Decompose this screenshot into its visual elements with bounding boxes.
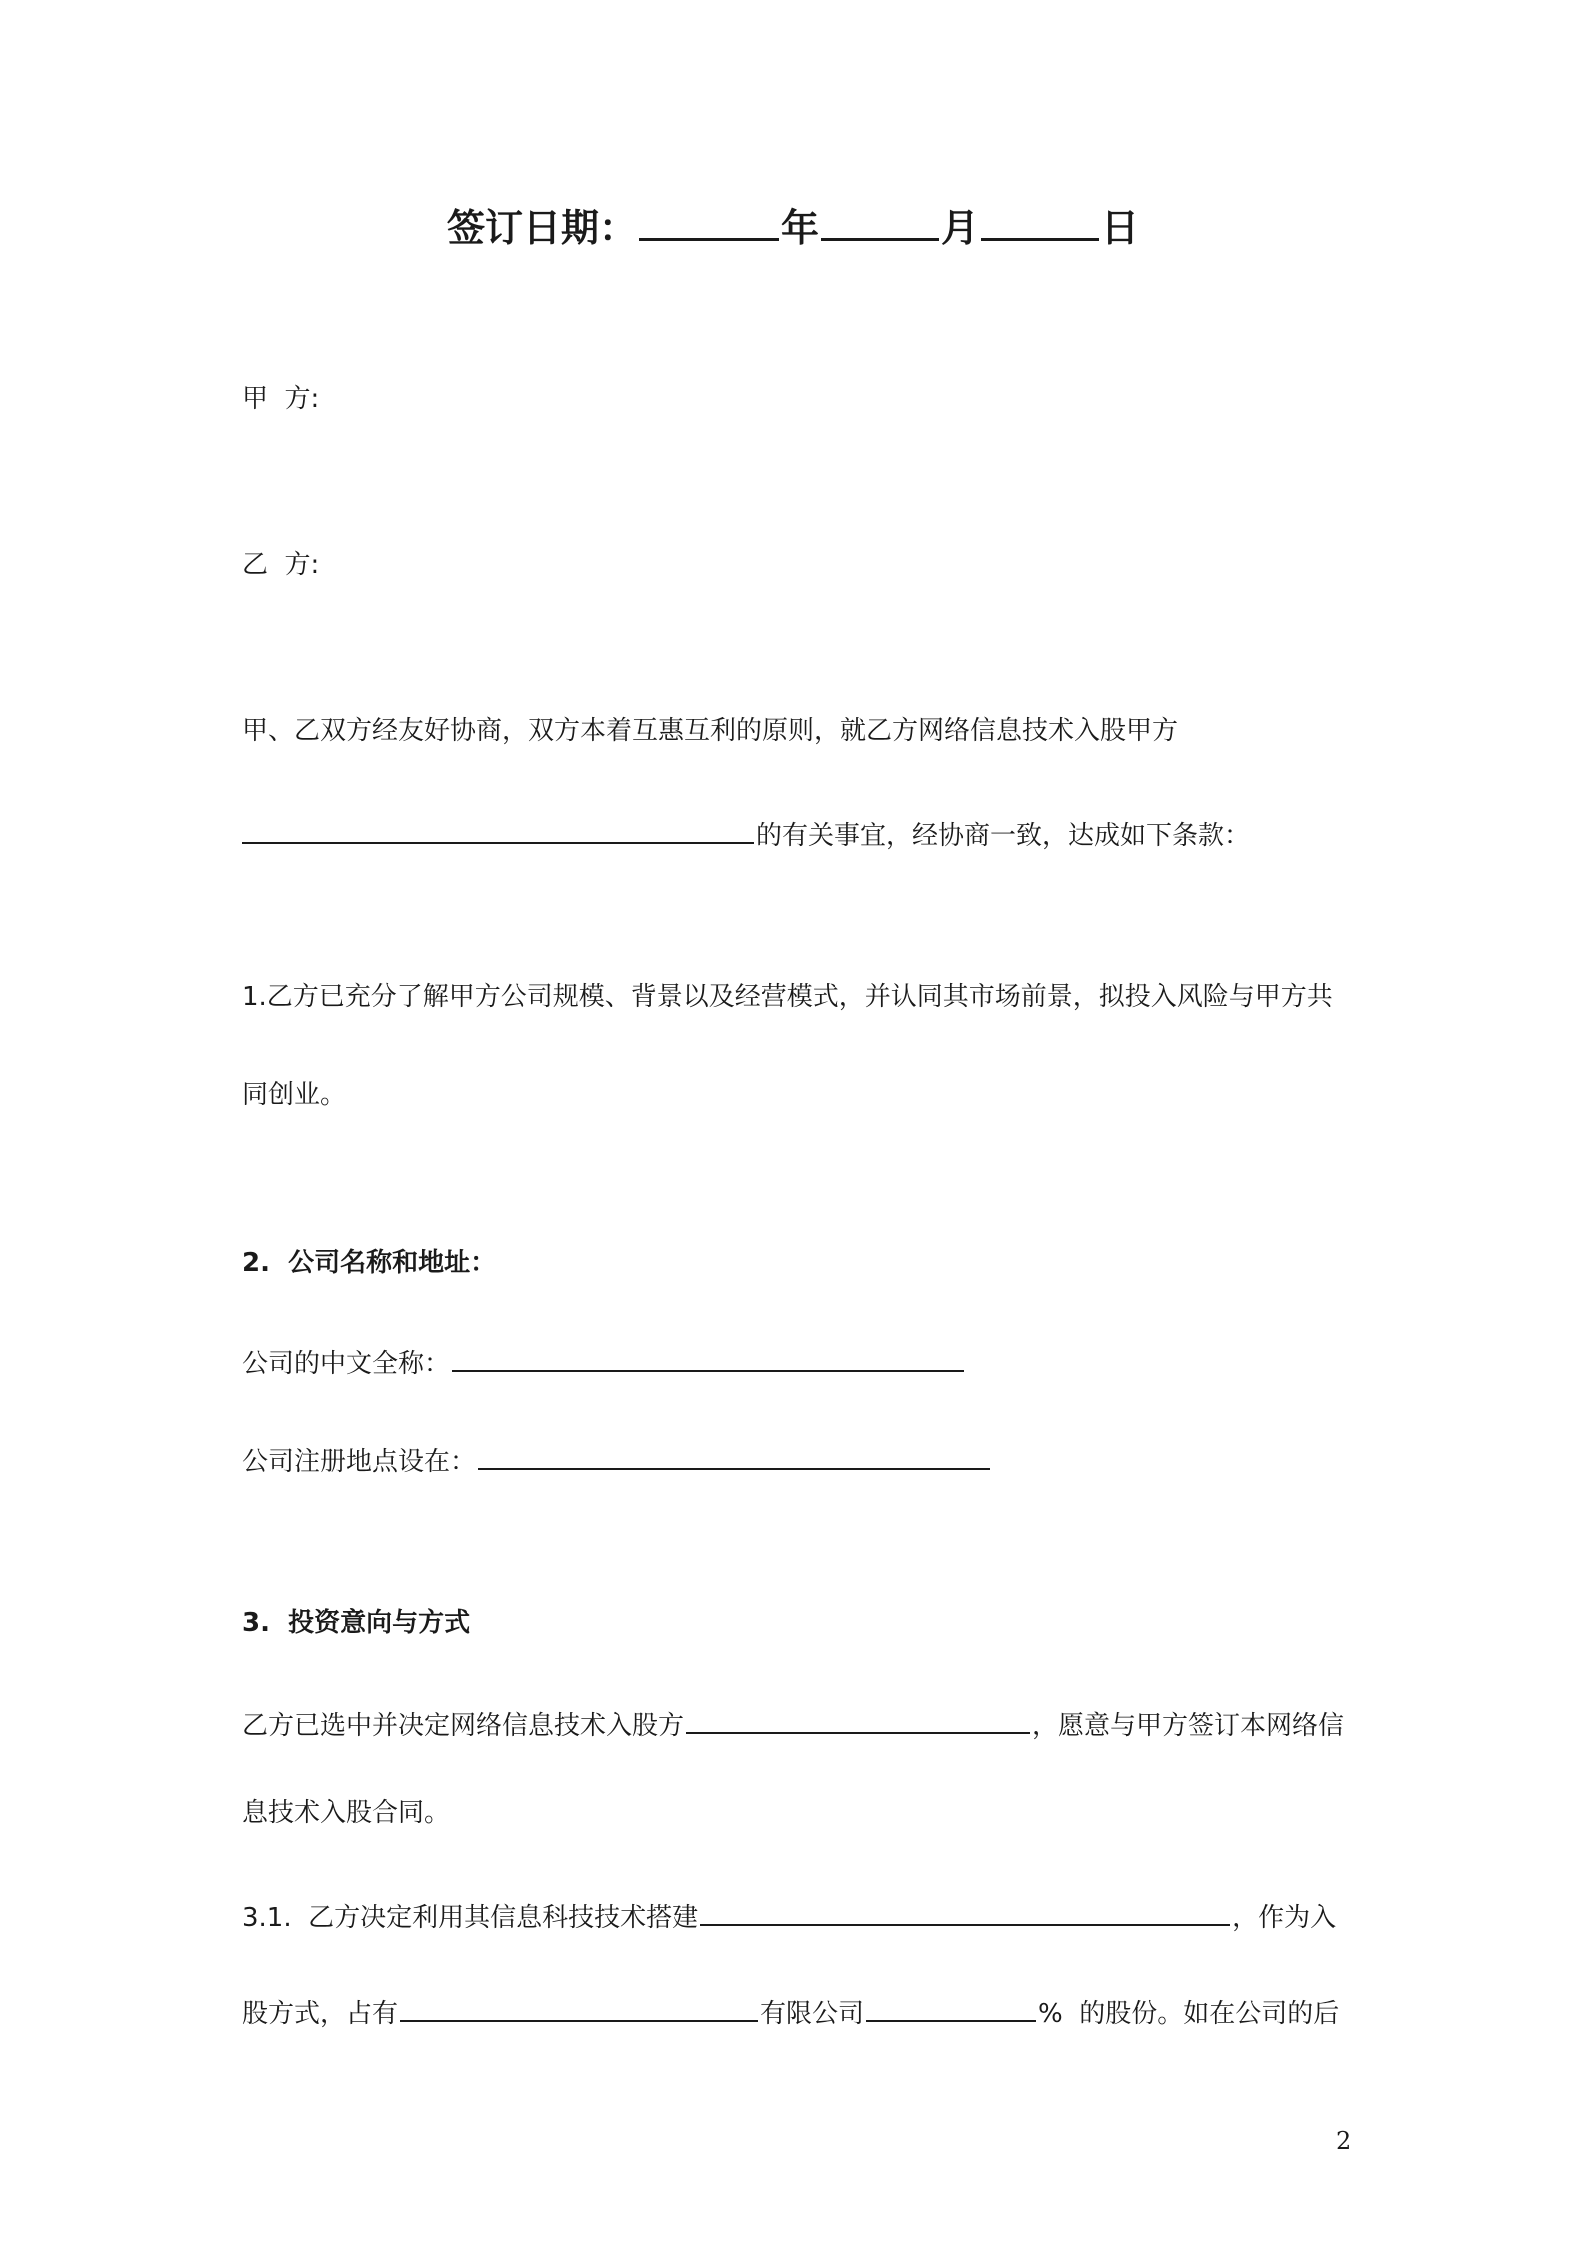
clause-1-line-2: 同创业。 [242,1080,347,1110]
clause-3-1-line-2 [242,1992,1339,2031]
clause-3-1-suffix: ，作为入 [1232,1903,1337,1933]
clause-1-line-1: 1.乙方已充分了解甲方公司规模、背景以及经营模式，并认同其市场前景，拟投入风险与甲方共 [242,982,1333,1012]
company-name-row [242,1342,966,1381]
clause-3-line-2: 息技术入股合同。 [242,1798,451,1828]
clause-3-1-line-2-suffix: % 的股份。如在公司的后 [1038,1999,1340,2029]
clause-2-heading: 2. 公司名称和地址： [242,1248,497,1278]
year-label: 年 [780,206,819,250]
clause-3-line-1 [242,1704,1344,1743]
clause-3-heading: 3. 投资意向与方式 [242,1608,471,1638]
month-label: 月 [941,206,980,250]
company-name-label: 公司的中文全称： [242,1349,451,1379]
share-percent-blank [866,1992,1036,2022]
clause-3-line-1-prefix: 乙方已选中并决定网络信息技术入股方 [242,1711,685,1741]
signing-date-label: 签订日期： [446,206,637,250]
intro-line-1: 甲、乙双方经友好协商，双方本着互惠互利的原则，就乙方网络信息技术入股甲方 [242,716,1179,746]
intro-line-2-suffix: 的有关事宜，经协商一致，达成如下条款： [756,821,1251,851]
clause-3-line-1-suffix: ，愿意与甲方签订本网络信 [1032,1711,1345,1741]
investee-blank [686,1704,1030,1734]
year-blank [639,202,779,241]
page-number: 2 [1336,2127,1352,2155]
party-b-label: 乙 方: [242,550,320,580]
company-address-row [242,1440,992,1479]
company-name-blank [452,1342,964,1372]
platform-blank [700,1896,1230,1926]
company-address-blank [478,1440,990,1470]
day-blank [981,202,1099,241]
intro-line-2 [242,814,1250,853]
month-blank [821,202,939,241]
day-label: 日 [1101,206,1140,250]
signing-date-title [0,202,1586,252]
company-blank [242,814,754,844]
clause-3-1-line-2-prefix: 股方式，占有 [242,1999,399,2029]
company-address-label: 公司注册地点设在： [242,1447,477,1477]
party-a-label: 甲 方: [242,384,320,414]
clause-3-1-line-1 [242,1896,1336,1935]
limited-company-blank [400,1992,758,2022]
clause-3-1-prefix: 3.1. 乙方决定利用其信息科技技术搭建 [242,1903,699,1933]
clause-3-1-line-2-mid: 有限公司 [760,1999,865,2029]
